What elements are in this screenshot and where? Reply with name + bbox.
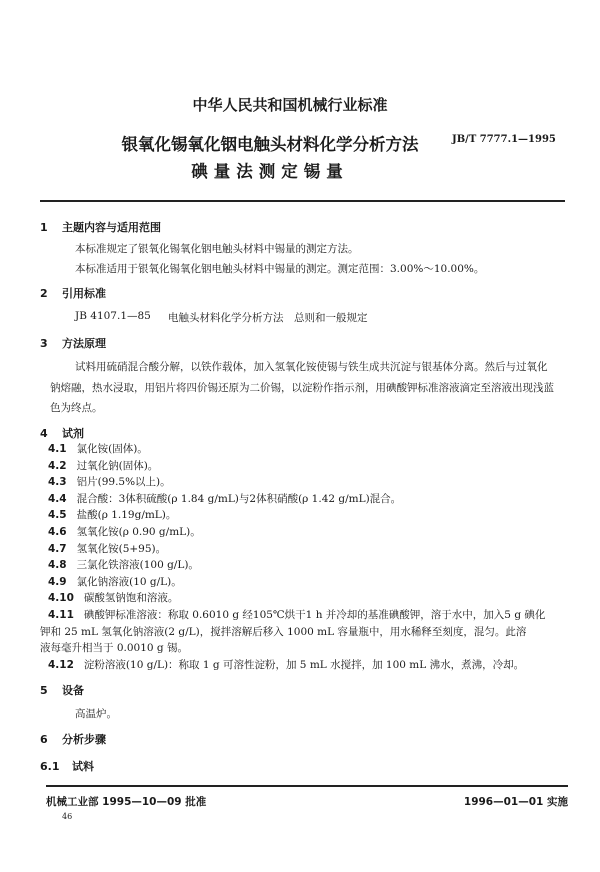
- item-number: 4.10: [48, 592, 74, 605]
- section-title: 试剂: [62, 427, 84, 440]
- reference-title: 电触头材料化学分析方法 总则和一般规定: [168, 312, 368, 324]
- footer-divider: [46, 785, 568, 787]
- section-4-heading: [40, 425, 84, 441]
- item-text: 过氧化钠(固体)。: [76, 459, 159, 472]
- item-text: 氢氧化铵(5+95)。: [76, 542, 167, 555]
- page-number: 46: [62, 812, 73, 821]
- item-text: 氯化铵(固体)。: [76, 443, 148, 455]
- section-number: 6: [40, 733, 48, 746]
- list-item: [48, 474, 558, 491]
- section-5-text: 高温炉。: [75, 708, 117, 720]
- section-5-heading: [40, 682, 84, 698]
- section-3-paragraph: 试料用硫硝混合酸分解，以铁作载体，加入氢氧化铵使锡与铁生成共沉淀与银基体分离。然后与过氧化钠熔融，热水浸取，用铝片将四价锡还原为二价锡，以淀粉作指示剂，用碘酸钾标准溶液滴定至溶液出现浅蓝色为终点。: [50, 361, 554, 414]
- reference-code: JB 4107.1—85: [75, 310, 151, 322]
- section-number: 3: [40, 337, 48, 350]
- item-continuation: 液每毫升相当于 0.0010 g 锡。: [40, 642, 188, 655]
- section-2-heading: [40, 285, 106, 301]
- list-item: [48, 507, 558, 524]
- list-item: [48, 458, 558, 475]
- item-text: 氢氧化铵(ρ 0.90 g/mL)。: [76, 525, 201, 538]
- section-title: 设备: [62, 684, 84, 697]
- item-number: 4.5: [48, 509, 67, 522]
- section-3-heading: [40, 335, 106, 351]
- section-title: 方法原理: [62, 337, 106, 350]
- subsection-6-1-heading: [40, 758, 94, 774]
- section-title: 主题内容与适用范围: [62, 221, 161, 234]
- section-number: 4: [40, 427, 48, 440]
- section-title: 引用标准: [62, 287, 106, 300]
- item-text: 混合酸：3体积硫酸(ρ 1.84 g/mL)与2体积硝酸(ρ 1.42 g/mL)混合。: [76, 492, 402, 505]
- effective-date: 1996—01—01 实施: [463, 796, 568, 808]
- item-text: 三氯化铁溶液(100 g/L)。: [76, 559, 199, 572]
- item-text: 铝片(99.5%以上)。: [76, 476, 171, 489]
- item-number: 4.6: [48, 525, 67, 538]
- list-item: [48, 657, 558, 674]
- list-item: [48, 524, 558, 541]
- item-number: 4.12: [48, 658, 74, 671]
- item-continuation: 钾和 25 mL 氢氧化钠溶液(2 g/L)，搅拌溶解后移入 1000 mL 容量瓶中，用水稀释至刻度，混匀。此溶: [40, 625, 527, 638]
- list-item: [48, 491, 558, 508]
- section-number: 1: [40, 221, 48, 234]
- item-number: 4.2: [48, 459, 67, 472]
- item-number: 4.1: [48, 443, 67, 455]
- item-text: 淀粉溶液(10 g/L)：称取 1 g 可溶性淀粉，加 5 mL 水搅拌，加 100 mL 沸水，煮沸，冷却。: [83, 658, 525, 671]
- item-number: 4.9: [48, 575, 67, 588]
- section-number: 6.1: [40, 760, 60, 773]
- item-number: 4.7: [48, 542, 67, 555]
- item-text: 氯化钠溶液(10 g/L)。: [76, 575, 182, 588]
- item-text: 盐酸(ρ 1.19g/mL)。: [76, 509, 177, 522]
- header-divider: [40, 200, 565, 202]
- section-number: 2: [40, 287, 48, 300]
- document-subtitle: 碘量法测定锡量: [191, 162, 349, 181]
- item-number: 4.3: [48, 476, 67, 489]
- section-1-line-1: 本标准规定了银氧化锡氧化铟电触头材料中锡量的测定方法。: [75, 243, 359, 255]
- reagent-list: [40, 441, 558, 673]
- section-title: 分析步骤: [62, 733, 106, 746]
- section-number: 5: [40, 684, 48, 697]
- section-1-line-2: 本标准适用于银氧化锡氧化铟电触头材料中锡量的测定。测定范围：3.00%～10.00%。: [75, 263, 485, 275]
- item-text: 碘酸钾标准溶液：称取 0.6010 g 经105℃烘干1 h 并冷却的基准碘酸钾，溶于水中，加入5 g 碘化: [83, 608, 546, 621]
- item-number: 4.8: [48, 559, 67, 572]
- section-1-heading: [40, 219, 161, 235]
- section-6-heading: [40, 731, 106, 747]
- document-header: 中华人民共和国机械行业标准: [192, 96, 388, 114]
- list-item: [48, 441, 558, 458]
- list-item: [48, 557, 558, 574]
- list-item: [48, 590, 558, 607]
- item-number: 4.4: [48, 492, 67, 505]
- document-title: 银氧化锡氧化铟电触头材料化学分析方法: [121, 135, 419, 154]
- section-title: 试料: [72, 760, 94, 773]
- list-item: [48, 607, 558, 624]
- item-number: 4.11: [48, 608, 74, 621]
- approval-date: 机械工业部 1995—10—09 批准: [46, 796, 207, 808]
- item-text: 碳酸氢钠饱和溶液。: [83, 592, 179, 605]
- list-item: [48, 574, 558, 591]
- standard-code: JB/T 7777.1—1995: [452, 134, 556, 145]
- list-item: [48, 541, 558, 558]
